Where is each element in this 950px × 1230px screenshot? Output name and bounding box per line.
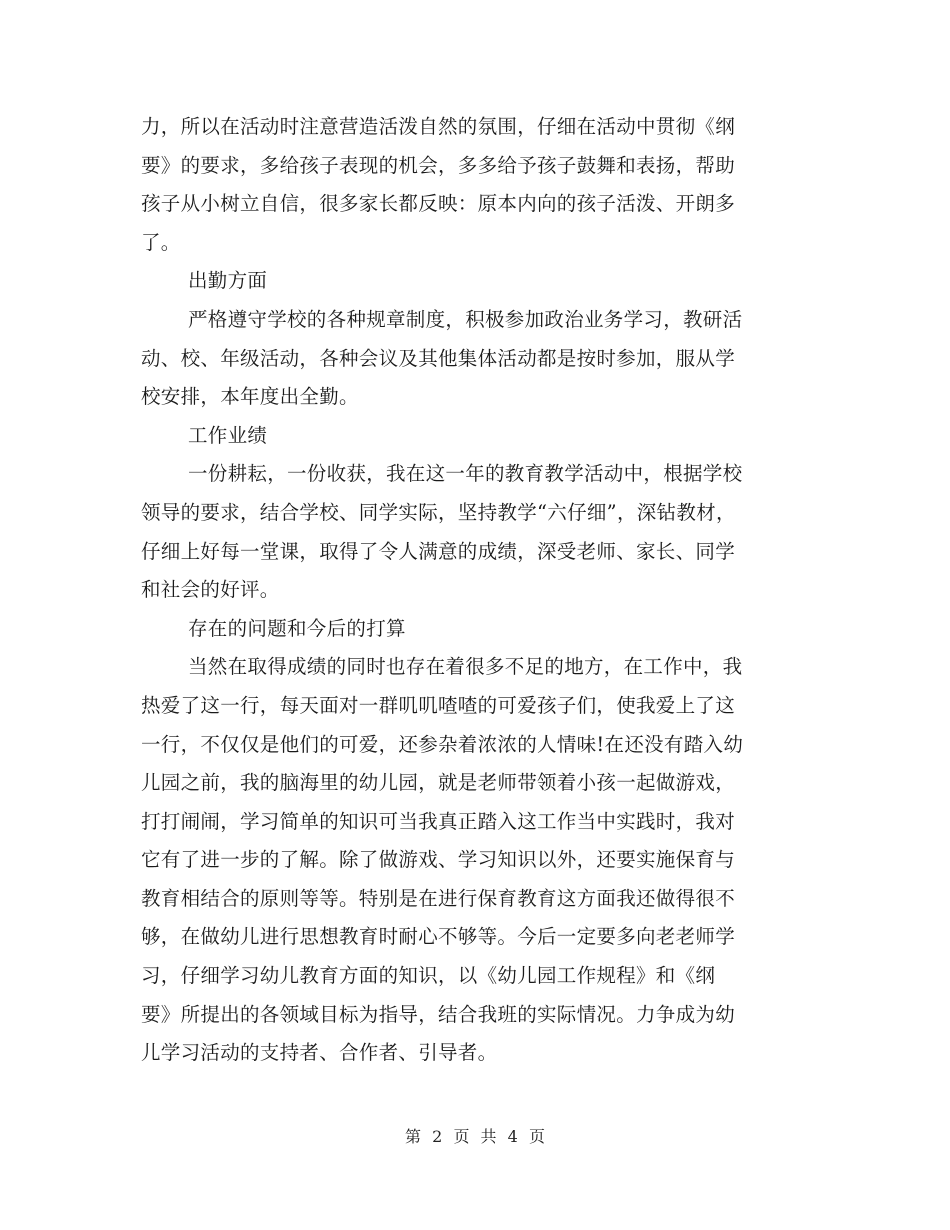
body-line: 够，在做幼儿进行思想教育时耐心不够等。今后一定要多向老老师学 (141, 925, 736, 949)
body-line: 习，仔细学习幼儿教育方面的知识，以《幼儿园工作规程》和《纲 (141, 964, 716, 988)
body-line: 和社会的好评。 (141, 578, 280, 602)
body-line: 领导的要求，结合学校、同学实际，坚持教学“六仔细”，深钻教材， (141, 500, 736, 524)
footer-label-di: 第 (405, 1127, 422, 1146)
body-line: 要》的要求，多给孩子表现的机会，多多给予孩子鼓舞和表扬，帮助 (141, 153, 736, 177)
page-footer (0, 1126, 950, 1148)
footer-label-ye: 页 (453, 1127, 470, 1146)
section-heading-attendance: 出勤方面 (188, 269, 268, 293)
body-line: 一行，不仅仅是他们的可爱，还参杂着浓浓的人情味!在还没有踏入幼 (141, 732, 744, 756)
body-line: 校安排，本年度出全勤。 (141, 385, 359, 409)
body-line: 要》所提出的各领域目标为指导，结合我班的实际情况。力争成为幼 (141, 1002, 736, 1026)
body-line: 孩子从小树立自信，很多家长都反映：原本内向的孩子活泼、开朗多 (141, 192, 736, 216)
body-line: 了。 (141, 230, 181, 254)
footer-page-current: 2 (432, 1127, 443, 1146)
body-line: 儿园之前，我的脑海里的幼儿园，就是老师带领着小孩一起做游戏， (141, 771, 736, 795)
body-line: 动、校、年级活动，各种会议及其他集体活动都是按时参加，服从学 (141, 346, 736, 370)
body-line: 仔细上好每一堂课，取得了令人满意的成绩，深受老师、家长、同学 (141, 539, 736, 563)
body-line: 儿学习活动的支持者、合作者、引导者。 (141, 1041, 498, 1065)
body-line: 教育相结合的原则等等。特别是在进行保育教育这方面我还做得很不 (141, 886, 736, 910)
body-line: 一份耕耘，一份收获，我在这一年的教育教学活动中，根据学校 (188, 462, 743, 486)
body-line: 力，所以在活动时注意营造活泼自然的氛围，仔细在活动中贯彻《纲 (141, 115, 736, 138)
section-heading-problems-plans: 存在的问题和今后的打算 (188, 616, 406, 640)
body-line: 打打闹闹，学习简单的知识可当我真正踏入这工作当中实践时，我对 (141, 809, 736, 833)
body-line: 严格遵守学校的各种规章制度，积极参加政治业务学习，教研活 (188, 307, 743, 331)
footer-label-gong: 共 (480, 1127, 497, 1146)
body-line: 当然在取得成绩的同时也存在着很多不足的地方，在工作中，我 (188, 655, 743, 679)
document-body (141, 108, 809, 1073)
footer-label-ye-2: 页 (528, 1127, 545, 1146)
section-heading-achievements: 工作业绩 (188, 423, 268, 447)
footer-page-total: 4 (507, 1127, 518, 1146)
body-line: 热爱了这一行，每天面对一群叽叽喳喳的可爱孩子们，使我爱上了这 (141, 693, 736, 717)
body-line: 它有了进一步的了解。除了做游戏、学习知识以外，还要实施保育与 (141, 848, 736, 872)
